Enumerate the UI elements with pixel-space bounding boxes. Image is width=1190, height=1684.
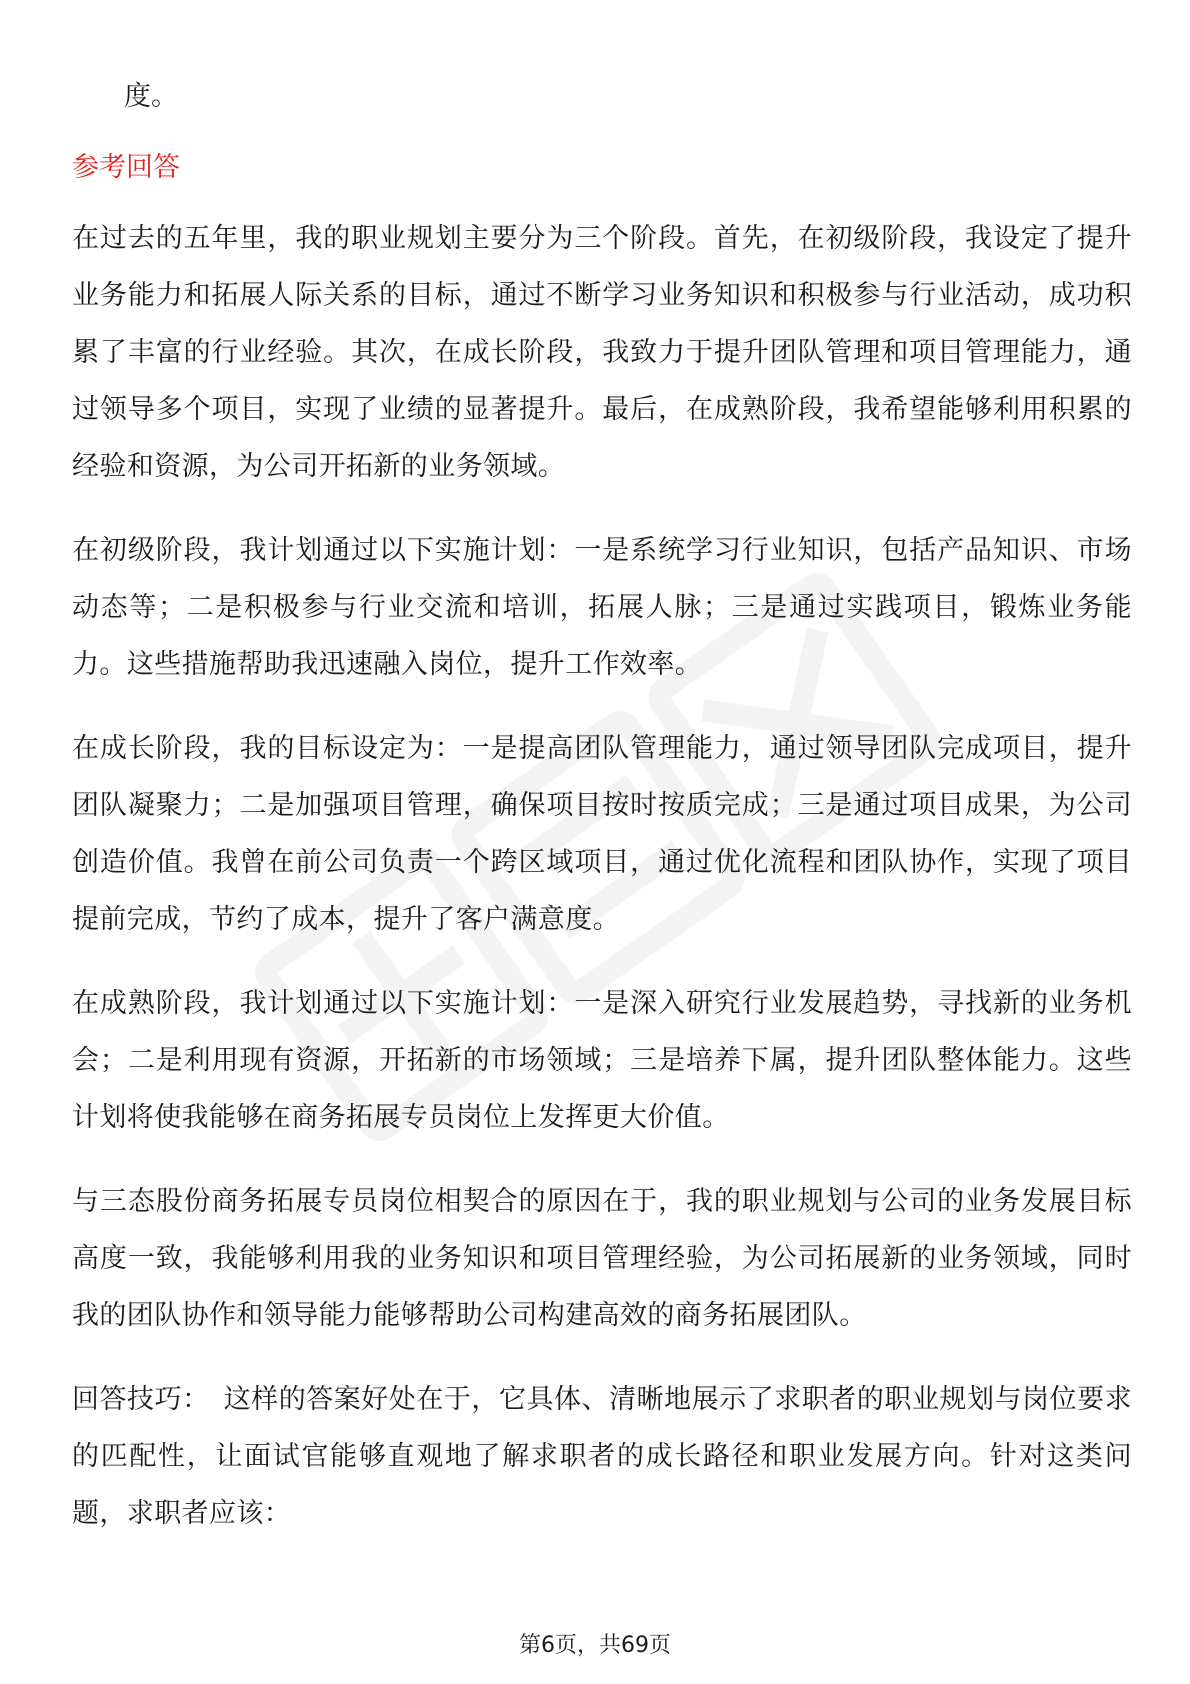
tip-label: 回答技巧： bbox=[72, 1384, 210, 1415]
section-heading-reference-answer: 参考回答 bbox=[72, 152, 180, 183]
continued-text: 度。 bbox=[124, 81, 178, 112]
answer-paragraph-1: 在过去的五年里，我的职业规划主要分为三个阶段。首先，在初级阶段，我设定了提升业务能力和拓展人际关系的目标，通过不断学习业务知识和积极参与行业活动，成功积累了丰富的行业经验。其次，在成长阶段，我致力于提升团队管理和项目管理能力，通过领导多个项目，实现了业绩的显著提升。最后，在成熟阶段，我希望能够利用积累的经验和资源，为公司开拓新的业务领域。 bbox=[72, 223, 1132, 482]
answer-paragraph-4: 在成熟阶段，我计划通过以下实施计划：一是深入研究行业发展趋势，寻找新的业务机会；二是利用现有资源，开拓新的市场领域；三是培养下属，提升团队整体能力。这些计划将使我能够在商务拓展专员岗位上发挥更大价值。 bbox=[72, 988, 1132, 1133]
answer-paragraph-3: 在成长阶段，我的目标设定为：一是提高团队管理能力，通过领导团队完成项目，提升团队凝聚力；二是加强项目管理，确保项目按时按质完成；三是通过项目成果，为公司创造价值。我曾在前公司负责一个跨区域项目，通过优化流程和团队协作，实现了项目提前完成，节约了成本，提升了客户满意度。 bbox=[72, 733, 1132, 935]
document-body bbox=[72, 68, 1132, 1569]
answer-paragraph-5: 与三态股份商务拓展专员岗位相契合的原因在于，我的职业规划与公司的业务发展目标高度一致，我能够利用我的业务知识和项目管理经验，为公司拓展新的业务领域，同时我的团队协作和领导能力能够帮助公司构建高效的商务拓展团队。 bbox=[72, 1186, 1132, 1331]
tip-text: 这样的答案好处在于，它具体、清晰地展示了求职者的职业规划与岗位要求的匹配性，让面试官能够直观地了解求职者的成长路径和职业发展方向。针对这类问题，求职者应该： bbox=[72, 1384, 1133, 1529]
page-number-footer: 第6页，共69页 bbox=[519, 1633, 671, 1658]
answer-tip-paragraph bbox=[72, 1371, 1132, 1542]
answer-paragraph-2: 在初级阶段，我计划通过以下实施计划：一是系统学习行业知识，包括产品知识、市场动态等；二是积极参与行业交流和培训，拓展人脉；三是通过实践项目，锻炼业务能力。这些措施帮助我迅速融入岗位，提升工作效率。 bbox=[72, 535, 1132, 680]
